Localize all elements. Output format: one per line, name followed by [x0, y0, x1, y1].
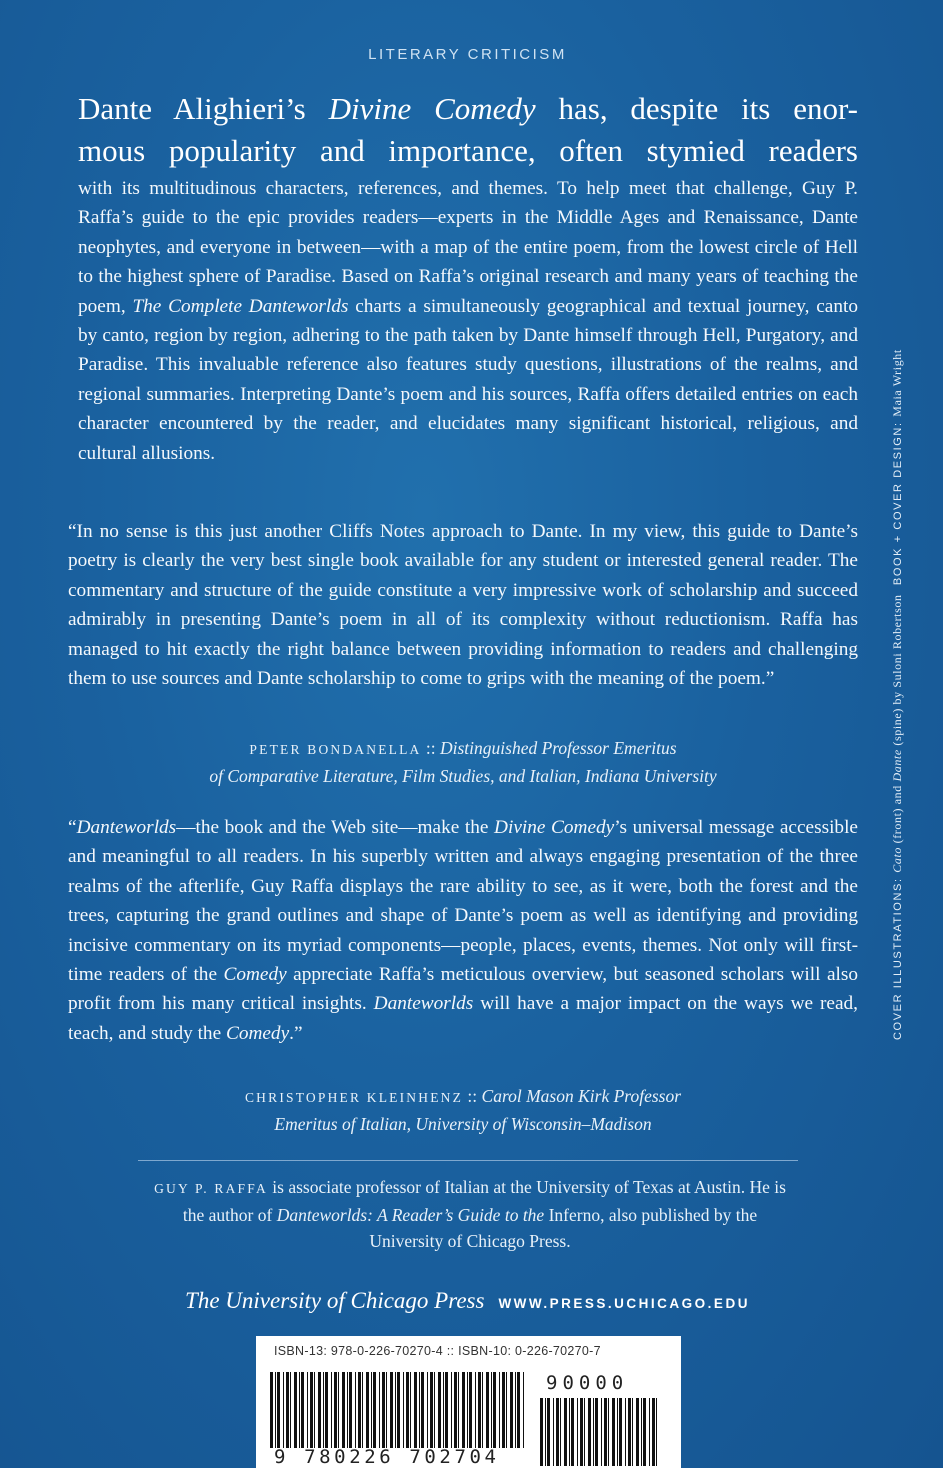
isbn-text: ISBN-13: 978-0-226-70270-4 :: ISBN-10: 0-226-70270-7	[274, 1344, 601, 1358]
quote-bondanella: “In no sense is this just another Cliffs Notes approach to Dante. In my view, this guide to Dante’s poetry is clearly the very best single book available for any student or interested general reader. The commentary and structure of the guide constitute a very impressive work of scholarship and succeed admirably in presenting Dante’s poem in all of its complexity without reductionism. Raffa has managed to hit exactly the right balance between providing information to readers and challenging them to use sources and Dante scholarship to come to grips with the meaning of the poem.”	[68, 521, 858, 690]
category-label: LITERARY CRITICISM	[368, 46, 567, 63]
quote-kleinhenz: “Danteworlds—the book and the Web site—make the Divine Comedy’s universal message accessible and meaningful to all readers. In his superbly written and always engaging presentation of the three realms of the afterlife, Guy Raffa displays the rare ability to see, as it were, both the forest and the trees, capturing the grand outlines and shape of Dante’s poem as well as identifying and providing incisive commentary on its myriad components—people, places, events, themes. Not only will first-time readers of the Comedy appreciate Raffa’s meticulous overview, but seasoned scholars will also profit from his many critical insights. Danteworlds will have a major impact on the ways we read, teach, and study the Comedy.”	[68, 817, 859, 1044]
author-bio: GUY P. RAFFA is associate professor of Italian at the University of Texas at Austin. He is the author of Danteworlds: A Reader’s Guide to the Inferno, also published by the University of Chicago Press.	[154, 1177, 786, 1251]
attribution-name: CHRISTOPHER KLEINHENZ	[244, 1090, 464, 1105]
price-code: 90000	[546, 1372, 629, 1394]
attribution-kleinhenz: CHRISTOPHER KLEINHENZ :: Carol Mason Kirk Professor Emeritus of Italian, University of Wisconsin–Madison	[244, 1086, 682, 1134]
author-name: GUY P. RAFFA	[154, 1181, 268, 1196]
attribution-affiliation: Emeritus of Italian, University of Wisconsin–Madison	[274, 1114, 652, 1134]
attribution-name: PETER BONDANELLA	[249, 742, 422, 757]
isbn-barcode	[268, 1372, 538, 1448]
attribution-title: Distinguished Professor Emeritus	[439, 738, 677, 758]
publisher-name: The University of Chicago Press	[185, 1288, 485, 1313]
attribution-bondanella: PETER BONDANELLA :: Distinguished Professor Emeritus of Comparative Literature, Film Studies, and Italian, Indiana University	[209, 738, 717, 786]
attribution-affiliation: of Comparative Literature, Film Studies, and Italian, Indiana University	[209, 766, 717, 786]
lead-line-1: Dante Alighieri’s Divine Comedy has, despite its enor-	[78, 91, 858, 126]
barcode-panel	[256, 1336, 681, 1468]
publisher-url[interactable]: WWW.PRESS.UCHICAGO.EDU	[498, 1296, 750, 1311]
divider-line	[138, 1160, 798, 1161]
lead-line-2: mous popularity and importance, often stymied readers	[78, 133, 858, 168]
description-paragraph: with its multitudinous characters, references, and themes. To help meet that challenge, Guy P. Raffa’s guide to the epic provides readers—experts in the Middle Ages and Renaissance, Dante neophytes, and everyone in between—with a map of the entire poem, from the lowest circle of Hell to the highest sphere of Paradise. Based on Raffa’s original research and many years of teaching the poem, The Complete Danteworlds charts a simultaneously geographical and textual journey, canto by canto, region by region, adhering to the path taken by Dante himself through Hell, Purgatory, and Paradise. This invaluable reference also features study questions, illustrations of the realms, and regional summaries. Interpreting Dante’s poem and his sources, Raffa offers detailed entries on each character encountered by the reader, and elucidates many significant historical, religious, and cultural allusions.	[78, 178, 858, 464]
attribution-title: Carol Mason Kirk Professor	[481, 1086, 682, 1106]
cover-credits: COVER ILLUSTRATIONS: Cato (front) and Dante (spine) by Suloni Robertson BOOK + COVER DESIGN: Maia Wright	[890, 349, 904, 1040]
lead-paragraph	[78, 88, 858, 172]
publisher-line	[0, 1288, 935, 1314]
barcode-digits: 9 780226 702704	[274, 1446, 500, 1468]
